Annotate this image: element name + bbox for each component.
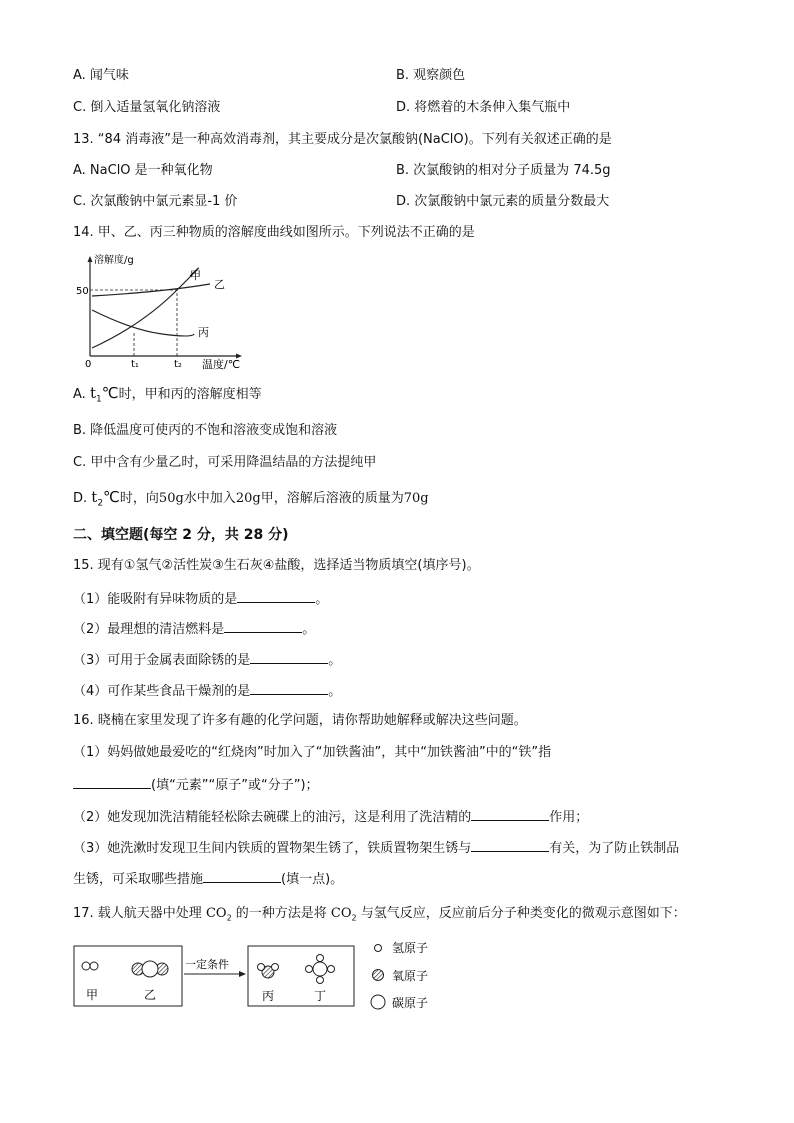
label-yi: 乙 bbox=[214, 278, 225, 291]
sub-question-text: （2）她发现加洗洁精能轻松除去碗碟上的油污，这是利用了洗洁精的 bbox=[73, 810, 472, 825]
degree-unit: ℃ bbox=[101, 384, 119, 402]
label-bing: 丙 bbox=[198, 326, 209, 339]
reaction-diagram bbox=[72, 936, 452, 1018]
y-tick-50: 50 bbox=[76, 286, 89, 297]
hydrogen-atom-icon bbox=[272, 964, 279, 971]
sub-question-text: （3）她洗漱时发现卫生间内铁质的置物架生锈了，铁质置物架生锈与 bbox=[73, 841, 472, 856]
y-axis-label: 溶解度/g bbox=[94, 255, 134, 266]
option-text: 甲，溶解后溶液的质量为 bbox=[260, 491, 404, 506]
legend-carbon-label: 碳原子 bbox=[392, 996, 429, 1010]
sub-question-text: 生锈，可采取哪些措施 bbox=[73, 872, 204, 887]
q13-option-b: B. 次氯酸钠的相对分子质量为 74.5g bbox=[396, 163, 611, 178]
q15-sub-2 bbox=[73, 619, 315, 639]
option-text: 时，向 bbox=[119, 491, 159, 506]
origin-label: 0 bbox=[85, 359, 92, 370]
q13-option-c: C. 次氯酸钠中氯元素显-1 价 bbox=[73, 194, 238, 209]
q12-option-c: C. 倒入适量氢氧化钠溶液 bbox=[73, 100, 221, 115]
temp-symbol: t bbox=[89, 384, 96, 402]
x-tick-t2: t₂ bbox=[174, 359, 182, 370]
sub-question-text: （4）可作某些食品干燥剂的是 bbox=[73, 684, 251, 699]
q14-option-a bbox=[73, 384, 262, 409]
q17-stem bbox=[73, 905, 686, 928]
sub-question-text: （1）能吸附有异味物质的是 bbox=[73, 592, 238, 607]
hydrogen-atom-icon bbox=[317, 955, 324, 962]
q16-sub-3c bbox=[73, 869, 343, 889]
temp-symbol: t bbox=[91, 488, 98, 506]
mass-value: 70g bbox=[403, 491, 429, 506]
answer-blank[interactable] bbox=[203, 869, 281, 883]
label-jia: 甲 bbox=[190, 269, 201, 282]
reaction-condition: 一定条件 bbox=[185, 958, 229, 971]
sub-question-text: (填一点)。 bbox=[281, 872, 344, 887]
mass-value: 20g bbox=[235, 491, 261, 506]
label-jia: 甲 bbox=[86, 988, 99, 1002]
formula-subscript: 2 bbox=[226, 913, 232, 923]
carbon-atom-icon bbox=[313, 962, 327, 976]
hydrogen-atom-icon bbox=[306, 966, 313, 973]
label-ding: 丁 bbox=[314, 989, 327, 1003]
carbon-atom-icon bbox=[142, 961, 158, 977]
q15-sub-3 bbox=[73, 650, 341, 670]
legend-carbon-icon bbox=[371, 995, 385, 1009]
answer-blank[interactable] bbox=[471, 838, 549, 852]
stem-text: 17. 载人航天器中处理 bbox=[73, 906, 206, 921]
q16-sub-1a: （1）妈妈做她最爱吃的“红烧肉”时加入了“加铁酱油”，其中“加铁酱油”中的“铁”指 bbox=[73, 745, 552, 760]
q13-stem: 13. “84 消毒液”是一种高效消毒剂，其主要成分是次氯酸钠(NaClO)。下列有关叙述正确的是 bbox=[73, 132, 612, 147]
hydrogen-atom-icon bbox=[258, 964, 265, 971]
hydrogen-atom-icon bbox=[90, 962, 98, 970]
answer-blank[interactable] bbox=[250, 650, 328, 664]
q14-option-b: B. 降低温度可使丙的不饱和溶液变成饱和溶液 bbox=[73, 423, 338, 438]
formula-co2: CO bbox=[330, 906, 352, 921]
q16-stem: 16. 晓楠在家里发现了许多有趣的化学问题，请你帮助她解释或解决这些问题。 bbox=[73, 713, 527, 728]
sub-question-text: (填“元素”“原子”或“分子”)； bbox=[151, 778, 319, 793]
hydrogen-atom-icon bbox=[328, 966, 335, 973]
sub-question-text: 有关，为了防止铁制品 bbox=[549, 841, 680, 856]
q16-sub-3 bbox=[73, 838, 679, 858]
q13-option-a: A. NaClO 是一种氧化物 bbox=[73, 163, 213, 178]
sub-question-text: 作用； bbox=[549, 810, 589, 825]
q12-option-b: B. 观察颜色 bbox=[396, 68, 466, 83]
stem-text: 的一种方法是将 bbox=[231, 906, 331, 921]
option-letter: A. bbox=[73, 387, 90, 402]
formula-co2: CO bbox=[205, 906, 227, 921]
legend-oxygen-label: 氧原子 bbox=[392, 969, 429, 983]
section-title: 二、填空题(每空 2 分，共 28 分) bbox=[73, 527, 289, 543]
answer-blank[interactable] bbox=[224, 619, 302, 633]
label-bing: 丙 bbox=[262, 989, 275, 1003]
q14-option-d bbox=[73, 488, 429, 513]
q16-sub-2 bbox=[73, 807, 588, 827]
answer-blank[interactable] bbox=[471, 807, 549, 821]
label-yi: 乙 bbox=[144, 988, 157, 1002]
stem-text: 与氢气反应，反应前后分子种类变化的微观示意图如下： bbox=[356, 906, 686, 921]
temp-subscript: 2 bbox=[97, 498, 104, 509]
period: 。 bbox=[328, 684, 342, 699]
option-text: 时，甲和丙的溶解度相等 bbox=[118, 387, 262, 402]
q15-sub-1 bbox=[73, 589, 328, 609]
option-letter: D. bbox=[73, 491, 92, 506]
legend-hydrogen-icon bbox=[375, 945, 382, 952]
q15-stem: 15. 现有①氢气②活性炭③生石灰④盐酸，选择适当物质填空(填序号)。 bbox=[73, 558, 480, 573]
q12-option-a: A. 闻气味 bbox=[73, 68, 129, 83]
answer-blank[interactable] bbox=[73, 775, 151, 789]
arrow-head bbox=[239, 971, 246, 977]
solubility-curve-figure bbox=[72, 250, 252, 370]
q13-option-d: D. 次氯酸钠中氯元素的质量分数最大 bbox=[396, 194, 610, 209]
y-axis-arrow bbox=[88, 256, 93, 262]
q14-option-c: C. 甲中含有少量乙时，可采用降温结晶的方法提纯甲 bbox=[73, 455, 377, 470]
q12-option-d: D. 将燃着的木条伸入集气瓶中 bbox=[396, 100, 571, 115]
period: 。 bbox=[315, 592, 329, 607]
temp-subscript: 1 bbox=[95, 394, 102, 405]
curve-bing bbox=[92, 310, 194, 336]
q14-stem: 14. 甲、乙、丙三种物质的溶解度曲线如图所示。下列说法不正确的是 bbox=[73, 225, 475, 240]
answer-blank[interactable] bbox=[250, 681, 328, 695]
mass-value: 50g bbox=[158, 491, 184, 506]
x-axis-label: 温度/℃ bbox=[202, 358, 241, 370]
hydrogen-atom-icon bbox=[317, 977, 324, 984]
period: 。 bbox=[302, 622, 316, 637]
q16-sub-1b bbox=[73, 775, 319, 795]
sub-question-text: （3）可用于金属表面除锈的是 bbox=[73, 653, 251, 668]
option-text: 水中加入 bbox=[183, 491, 236, 506]
degree-unit: ℃ bbox=[103, 488, 120, 506]
x-tick-t1: t₁ bbox=[131, 359, 139, 370]
legend-hydrogen-label: 氢原子 bbox=[392, 941, 429, 955]
hydrogen-atom-icon bbox=[82, 962, 90, 970]
period: 。 bbox=[328, 653, 342, 668]
legend-oxygen-icon bbox=[373, 970, 384, 981]
sub-question-text: （2）最理想的清洁燃料是 bbox=[73, 622, 225, 637]
formula-subscript: 2 bbox=[351, 913, 357, 923]
answer-blank[interactable] bbox=[237, 589, 315, 603]
q15-sub-4 bbox=[73, 681, 341, 701]
